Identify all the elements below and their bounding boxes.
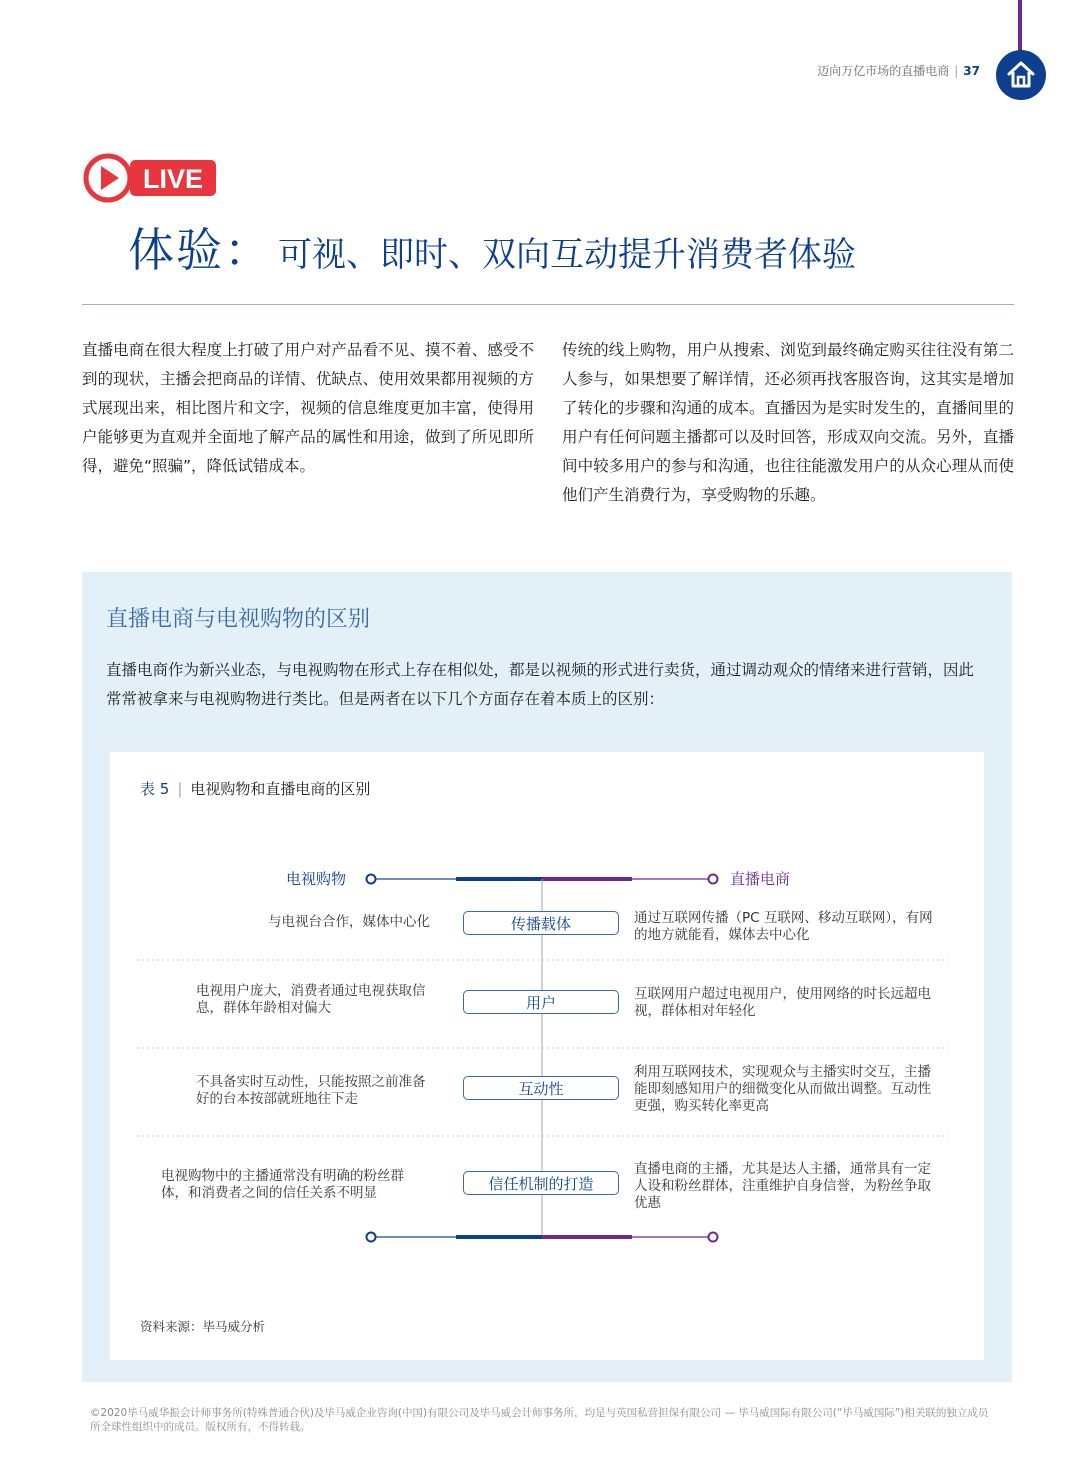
title-sub: 可视、即时、双向互动提升消费者体验 [278,235,856,275]
top-axis-right-node [709,875,718,884]
row-4-live-text: 直播电商的主播，尤其是达人主播，通常具有一定人设和粉丝群体，注重维护自身信誉，为粉丝争取优惠 [634,1161,931,1211]
column-header-live-commerce: 直播电商 [730,870,791,888]
header-separator: | [954,64,959,78]
row-2-live-text: 互联网用户超过电视用户，使用网络的时长远超电视，群体相对年轻化 [634,986,931,1019]
row-2-category: 用户 [463,990,619,1014]
caption-separator: | [177,780,183,798]
table-caption-text: 电视购物和直播电商的区别 [190,780,371,798]
title-main: 体验： [128,223,272,277]
live-label: LIVE [142,164,204,194]
bottom-axis-right-node [709,1233,718,1242]
row-4-tv-text: 电视购物中的主播通常没有明确的粉丝群体，和消费者之间的信任关系不明显 [161,1168,404,1201]
table-number: 表 5 [140,780,170,798]
table-source: 资料来源：毕马威分析 [140,1319,266,1334]
column-header-tv-shopping: 电视购物 [286,870,347,888]
body-paragraph-left: 直播电商在很大程度上打破了用户对产品看不见、摸不着、感受不到的现状，主播会把商品的详情、优缺点、使用效果都用视频的方式展现出来，相比图片和文字，视频的信息维度更加丰富，使得用户能够更为直观并全面地了解产品的属性和用途，做到了所见即所得，避免“照骗”，降低试错成本。 [82,341,534,475]
row-1-live-text: 通过互联网传播（PC 互联网、移动互联网），有网的地方就能看，媒体去中心化 [634,910,933,943]
row-3-tv-text: 不具备实时互动性，只能按照之前准备好的台本按部就班地往下走 [196,1074,426,1107]
row-4-category: 信任机制的打造 [463,1171,619,1195]
body-paragraph-right: 传统的线上购物，用户从搜索、浏览到最终确定购买往往没有第二人参与，如果想要了解详情，还必须再找客服咨询，这其实是增加了转化的步骤和沟通的成本。直播因为是实时发生的，直播间里的用户有任何问题主播都可以及时回答，形成双向交流。另外，直播间中较多用户的参与和沟通，也往往能激发用户的从众心理从而使他们产生消费行为，享受购物的乐趣。 [562,341,1014,504]
running-title: 迈向万亿市场的直播电商 [817,64,950,78]
row-2-tv-text: 电视用户庞大，消费者通过电视获取信息，群体年龄相对偏大 [196,983,426,1016]
top-axis-left-node [367,875,376,884]
row-3-category: 互动性 [463,1076,619,1100]
page-number: 37 [963,64,980,78]
copyright-footer: ©2020毕马威华振会计师事务所(特殊普通合伙)及毕马威企业咨询(中国)有限公司及毕马威会计师事务所，均是与英国私营担保有限公司 — 毕马威国际有限公司(“毕马威国际”)相关联的独立成员所全球性组织中的成员。版权所有，不得转载。 [90,1407,989,1433]
row-1-category: 传播载体 [463,911,619,935]
box-title: 直播电商与电视购物的区别 [106,607,371,632]
row-1-tv-text: 与电视台合作，媒体中心化 [268,914,430,930]
bottom-axis-left-node [367,1233,376,1242]
row-3-live-text: 利用互联网技术，实现观众与主播实时交互，主播能即刻感知用户的细微变化从而做出调整。互动性更强，购买转化率更高 [634,1064,931,1114]
box-intro: 直播电商作为新兴业态，与电视购物在形式上存在相似处，都是以视频的形式进行卖货，通过调动观众的情绪来进行营销，因此常常被拿来与电视购物进行类比。但是两者在以下几个方面存在着本质上的区别： [106,661,975,708]
